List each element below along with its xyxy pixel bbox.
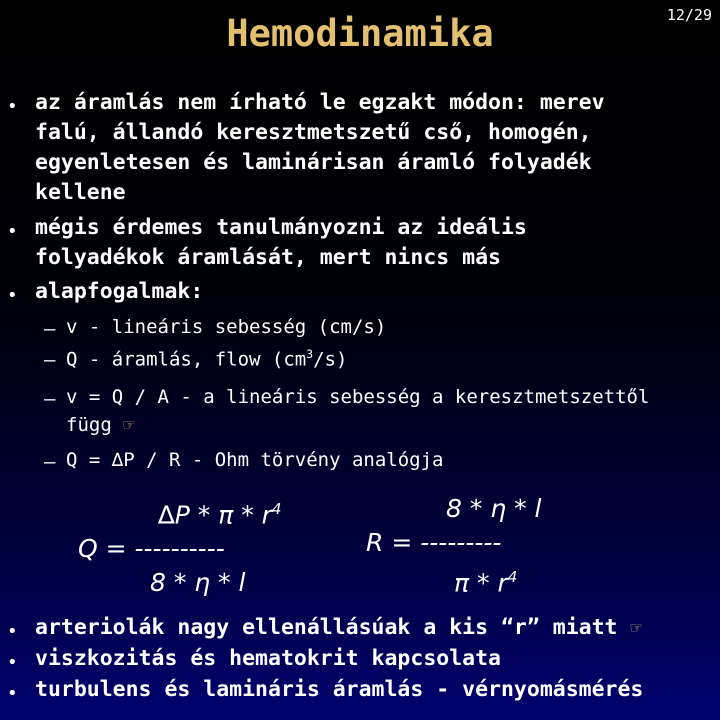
formula-r-exponent: 4 [507,568,518,586]
bullet-icon: • [7,683,18,704]
dash-icon: – [44,349,56,371]
formula-q-exponent: 4 [271,500,282,518]
bullet-1-line-3: egyenletesen és laminárisan áramló folyadék [35,150,592,175]
pointing-hand-icon: ☞ [630,617,642,639]
bullet-icon: • [7,285,18,306]
bottom-bullet-3: turbulens és lamináris áramlás - vérnyomásmérés [35,677,644,702]
bullet-2-line-2: folyadékok áramlását, mert nincs más [35,245,501,270]
bullet-1-line-2: falú, állandó keresztmetszetű cső, homogén, [35,120,592,145]
bullet-2-line-1: mégis érdemes tanulmányozni az ideális [35,215,527,240]
dash-icon: – [44,318,56,340]
formula-q-denominator: 8 * η * l [150,568,246,598]
bullet-icon: • [7,221,18,242]
superscript-3: 3 [306,347,314,361]
formula-r-line: R = --------- [366,528,502,557]
subitem-q-unit: /s) [313,348,348,371]
formula-q-numerator-text: ∆P * π * r [158,500,272,530]
dash-icon: – [44,451,56,473]
bullet-1-line-4: kellene [35,180,126,205]
formula-r-numerator: 8 * η * l [446,494,542,523]
bullet-icon: • [7,96,18,117]
subitem-vqa-line-1: v = Q / A - a lineáris sebesség a keresztmetszettől [66,386,650,408]
subitem-ohm: Q = ∆P / R - Ohm törvény analógja [66,449,444,471]
bottom-bullet-1-text: arteriolák nagy ellenállásúak a kis “r” miatt [35,615,618,640]
bullet-icon: • [7,652,18,673]
formula-r [366,492,616,600]
subitem-v: v - lineáris sebesség (cm/s) [66,316,387,338]
formula-q-line: Q = ---------- [78,534,225,564]
pointing-hand-icon: ☞ [123,414,135,436]
page-number: 12/29 [666,6,712,24]
slide-title: Hemodinamika [226,12,494,55]
formula-r-denominator [366,560,616,600]
formula-q-numerator [78,492,328,532]
bullet-icon: • [7,621,18,642]
dash-icon: – [44,388,56,410]
bullet-3-line-1: alapfogalmak: [35,279,204,304]
subitem-vqa-text: függ [66,414,112,436]
subitem-q-text: Q - áramlás, flow (cm [66,348,307,371]
subitem-vqa-line-2 [66,414,135,436]
bullet-1-line-1: az áramlás nem írható le egzakt módon: merev [35,90,605,115]
subitem-q [66,347,347,370]
formula-q [78,492,328,600]
bottom-bullet-2: viszkozitás és hematokrit kapcsolata [35,646,501,671]
bottom-bullet-1 [35,615,642,640]
formula-r-denominator-text: π * r [454,568,508,598]
